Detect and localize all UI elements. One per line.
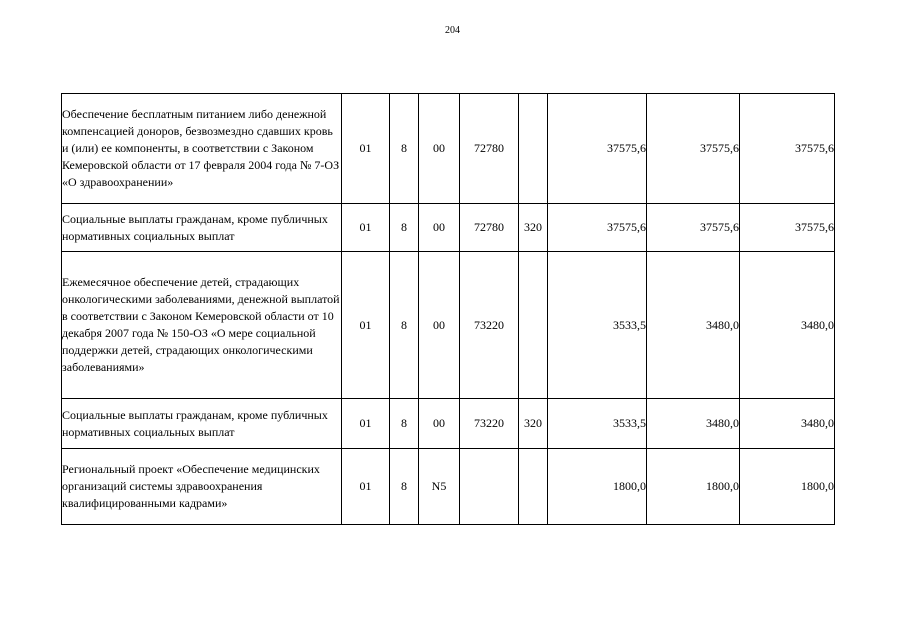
cell-code-1: 01 [342,204,390,252]
cell-code-3: N5 [419,449,460,525]
cell-code-4: 73220 [460,252,519,399]
row-name: Ежемесячное обеспечение детей, страдающих онкологическими заболеваниями, денежной выплатой в соответствии с Законом Кемеровской области от 10 декабря 2007 года № 150-ОЗ «О мере социальной поддержки детей, страдающих онкологическими заболеваниями» [62,252,342,399]
cell-code-4: 72780 [460,204,519,252]
cell-value-2: 1800,0 [647,449,740,525]
cell-code-4 [460,449,519,525]
cell-value-2: 37575,6 [647,94,740,204]
cell-code-5: 320 [519,204,548,252]
cell-value-1: 3533,5 [548,252,647,399]
cell-code-2: 8 [390,94,419,204]
budget-table [61,93,835,525]
cell-value-2: 37575,6 [647,204,740,252]
cell-value-1: 3533,5 [548,399,647,449]
table-row [62,204,835,252]
table-row [62,449,835,525]
cell-code-3: 00 [419,204,460,252]
cell-value-1: 37575,6 [548,204,647,252]
cell-code-2: 8 [390,399,419,449]
table-row [62,252,835,399]
cell-code-4: 72780 [460,94,519,204]
row-name: Региональный проект «Обеспечение медицинских организаций системы здравоохранения квалифицированными кадрами» [62,449,342,525]
cell-code-5 [519,94,548,204]
cell-value-1: 37575,6 [548,94,647,204]
row-name: Социальные выплаты гражданам, кроме публичных нормативных социальных выплат [62,204,342,252]
cell-value-1: 1800,0 [548,449,647,525]
cell-code-2: 8 [390,449,419,525]
page-number: 204 [445,25,460,36]
cell-code-5 [519,449,548,525]
cell-code-2: 8 [390,204,419,252]
cell-value-3: 37575,6 [740,204,835,252]
cell-value-2: 3480,0 [647,252,740,399]
cell-code-4: 73220 [460,399,519,449]
row-name: Обеспечение бесплатным питанием либо денежной компенсацией доноров, безвозмездно сдавших кровь и (или) ее компоненты, в соответствии с Законом Кемеровской области от 17 февраля 2004 года № 7-ОЗ «О здравоохранении» [62,94,342,204]
row-name: Социальные выплаты гражданам, кроме публичных нормативных социальных выплат [62,399,342,449]
cell-code-3: 00 [419,399,460,449]
table-row [62,94,835,204]
cell-code-1: 01 [342,94,390,204]
cell-value-3: 3480,0 [740,252,835,399]
cell-value-3: 37575,6 [740,94,835,204]
cell-code-3: 00 [419,94,460,204]
cell-code-5: 320 [519,399,548,449]
cell-value-2: 3480,0 [647,399,740,449]
cell-code-1: 01 [342,449,390,525]
cell-code-2: 8 [390,252,419,399]
cell-code-1: 01 [342,399,390,449]
cell-code-3: 00 [419,252,460,399]
cell-code-1: 01 [342,252,390,399]
cell-value-3: 1800,0 [740,449,835,525]
cell-value-3: 3480,0 [740,399,835,449]
cell-code-5 [519,252,548,399]
table-row [62,399,835,449]
